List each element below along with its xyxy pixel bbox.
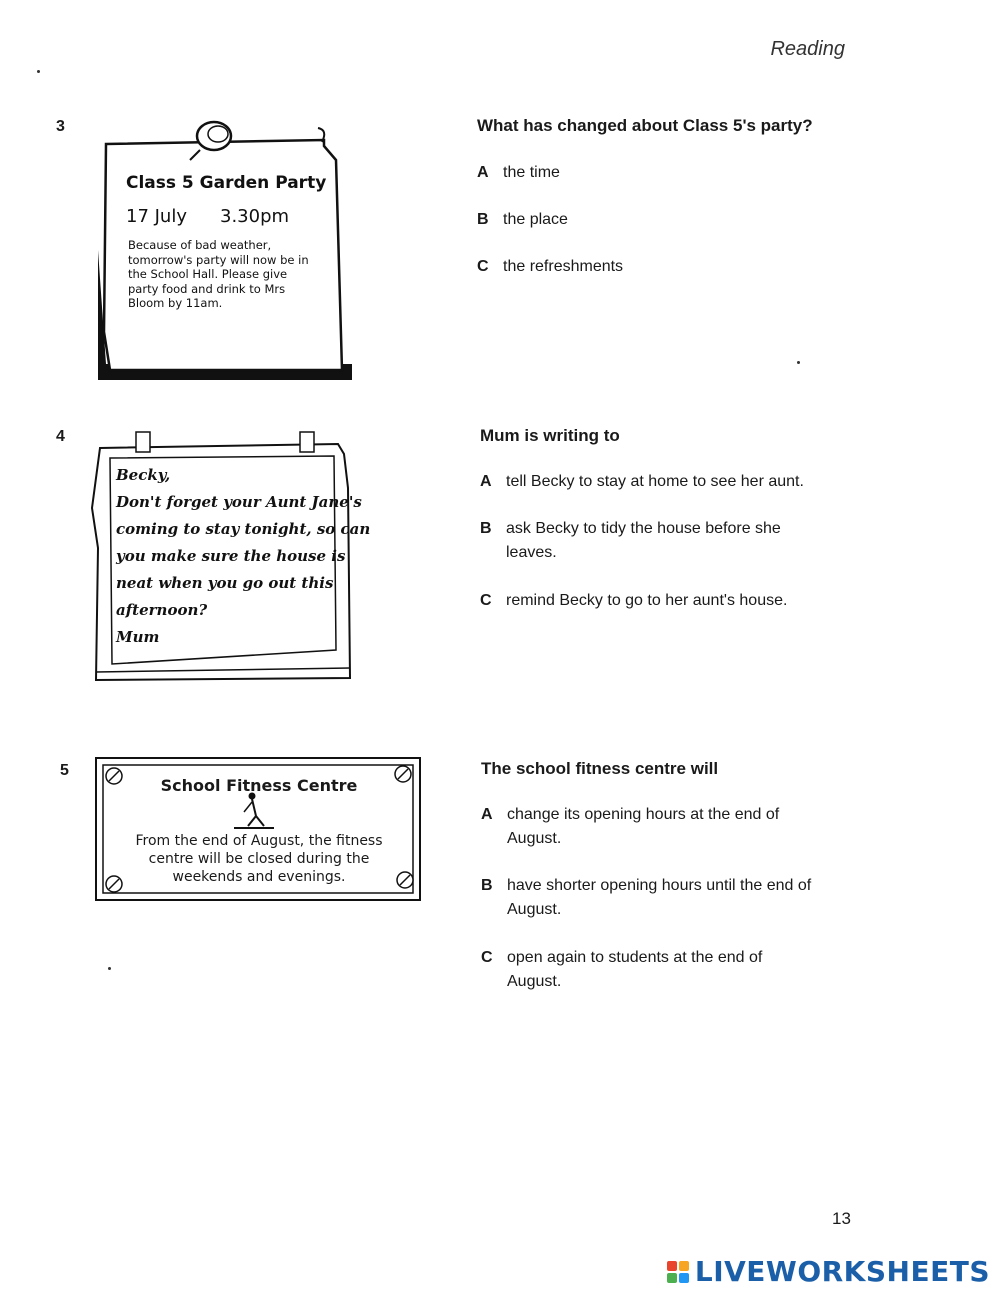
note-text: Becky, Don't forget your Aunt Jane's coming to stay tonight, so can you make sure the house is neat when you go out this afternoon? Mum	[116, 466, 371, 646]
answer-option-a[interactable]: A the time	[477, 164, 560, 181]
tape-icon	[136, 432, 150, 452]
answer-option-c[interactable]: C open again to students at the end of August.	[481, 949, 763, 990]
question-prompt: Mum is writing to	[480, 426, 620, 445]
brand-logo-icon	[667, 1261, 689, 1283]
notice-date: 17 July	[126, 206, 187, 227]
scan-speck	[797, 361, 800, 364]
brand-logo	[667, 1255, 990, 1288]
sign-title: School Fitness Centre	[160, 776, 358, 795]
tape-icon	[300, 432, 314, 452]
sign-body: From the end of August, the fitness centre will be closed during the weekends and evenings.	[135, 833, 383, 885]
answer-option-a[interactable]: A tell Becky to stay at home to see her aunt.	[480, 473, 804, 490]
answer-option-a[interactable]: A change its opening hours at the end of August.	[481, 806, 780, 847]
scan-speck	[37, 70, 40, 73]
notice-time: 3.30pm	[220, 206, 290, 227]
scan-speck	[108, 967, 111, 970]
answer-option-b[interactable]: B ask Becky to tidy the house before she leaves.	[480, 520, 781, 561]
page-number: 13	[832, 1209, 851, 1228]
answer-option-c[interactable]: C the refreshments	[477, 258, 624, 275]
notice-title: Class 5 Garden Party	[126, 173, 327, 193]
answer-option-b[interactable]: B have shorter opening hours until the end of August.	[481, 877, 812, 918]
question-number: 5	[60, 762, 69, 779]
question-prompt: What has changed about Class 5's party?	[477, 116, 813, 135]
question-number: 3	[56, 118, 65, 135]
answer-option-c[interactable]: C remind Becky to go to her aunt's house.	[480, 592, 788, 609]
brand-name: LIVEWORKSHEETS	[694, 1255, 990, 1288]
notice-body: Because of bad weather, tomorrow's party will now be in the School Hall. Please give party food and drink to Mrs Bloom by 11am.	[128, 238, 309, 310]
section-title: Reading	[770, 38, 845, 60]
answer-option-b[interactable]: B the place	[477, 211, 568, 228]
question-number: 4	[56, 428, 65, 445]
question-prompt: The school fitness centre will	[481, 759, 719, 778]
